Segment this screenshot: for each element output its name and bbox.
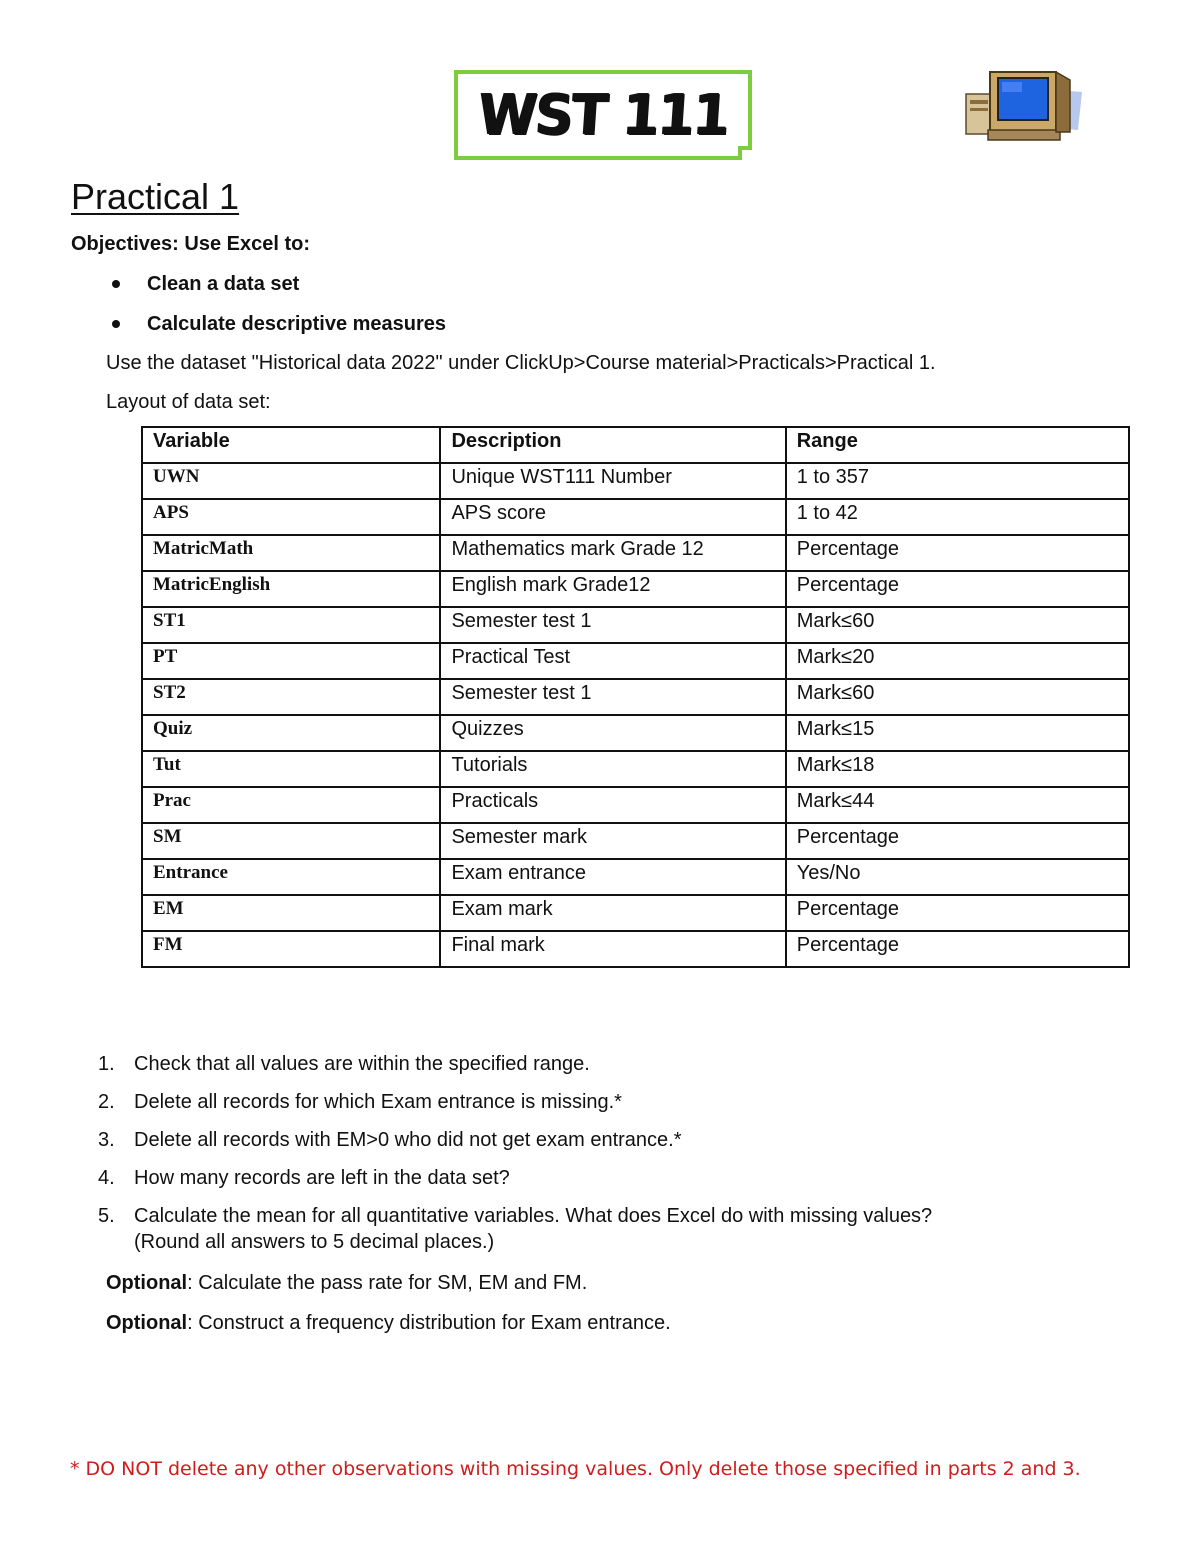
table-row	[142, 751, 1129, 787]
cell-range: Mark≤60	[786, 679, 1129, 715]
optional-label: Optional	[106, 1272, 188, 1294]
course-logo-text: WST 111	[476, 82, 730, 148]
objectives-list	[112, 272, 446, 352]
optional-text: : Construct a frequency distribution for Exam entrance.	[187, 1312, 671, 1334]
objective-item	[112, 312, 446, 352]
cell-range: Mark≤18	[786, 751, 1129, 787]
cell-variable: EM	[142, 895, 440, 931]
cell-variable: APS	[142, 499, 440, 535]
cell-description: Practicals	[440, 787, 785, 823]
task-list	[98, 1051, 932, 1267]
task-item	[98, 1165, 932, 1191]
task-number: 3.	[98, 1129, 115, 1151]
cell-range: Percentage	[786, 931, 1129, 967]
header-cell-range: Range	[786, 427, 1129, 463]
cell-description: APS score	[440, 499, 785, 535]
task-text: Delete all records with EM>0 who did not get exam entrance.*	[134, 1129, 682, 1151]
cell-variable: MatricEnglish	[142, 571, 440, 607]
bullet-icon	[112, 320, 120, 328]
cell-variable: ST2	[142, 679, 440, 715]
header-cell-variable: Variable	[142, 427, 440, 463]
table-row	[142, 931, 1129, 967]
table-row	[142, 499, 1129, 535]
dataset-instruction: Use the dataset "Historical data 2022" under ClickUp>Course material>Practicals>Practical 1.	[106, 352, 936, 374]
objective-text: Calculate descriptive measures	[147, 313, 447, 335]
cell-range: Mark≤20	[786, 643, 1129, 679]
table-row	[142, 607, 1129, 643]
cell-variable: Tut	[142, 751, 440, 787]
cell-range: Percentage	[786, 895, 1129, 931]
cell-description: Semester test 1	[440, 679, 785, 715]
cell-variable: Prac	[142, 787, 440, 823]
cell-range: Percentage	[786, 535, 1129, 571]
task-item	[98, 1127, 932, 1153]
objective-item	[112, 272, 446, 312]
cell-variable: PT	[142, 643, 440, 679]
task-number: 5.	[98, 1205, 115, 1227]
header-cell-description: Description	[440, 427, 785, 463]
cell-variable: ST1	[142, 607, 440, 643]
cell-variable: MatricMath	[142, 535, 440, 571]
cell-description: Practical Test	[440, 643, 785, 679]
task-item	[98, 1089, 932, 1115]
optional-label: Optional	[106, 1312, 188, 1334]
data-layout-table	[141, 426, 1130, 968]
task-text: Delete all records for which Exam entrance is missing.*	[134, 1091, 622, 1113]
task-number: 2.	[98, 1091, 115, 1113]
table-row	[142, 859, 1129, 895]
table-row	[142, 787, 1129, 823]
task-text: Check that all values are within the specified range.	[134, 1053, 590, 1075]
cell-description: Final mark	[440, 931, 785, 967]
cell-description: Quizzes	[440, 715, 785, 751]
cell-description: Semester test 1	[440, 607, 785, 643]
cell-range: Mark≤44	[786, 787, 1129, 823]
table-row	[142, 823, 1129, 859]
table-row	[142, 643, 1129, 679]
objectives-heading: Objectives: Use Excel to:	[71, 233, 310, 255]
cell-range: Mark≤15	[786, 715, 1129, 751]
cell-variable: FM	[142, 931, 440, 967]
objective-text: Clean a data set	[147, 273, 300, 295]
optional-text: : Calculate the pass rate for SM, EM and FM.	[187, 1272, 588, 1294]
table-header-row	[142, 427, 1129, 463]
cell-description: Exam mark	[440, 895, 785, 931]
cell-variable: SM	[142, 823, 440, 859]
warning-note: * DO NOT delete any other observations with missing values. Only delete those specified in parts 2 and 3.	[70, 1458, 1081, 1480]
cell-description: Exam entrance	[440, 859, 785, 895]
cell-description: Unique WST111 Number	[440, 463, 785, 499]
cell-range: Mark≤60	[786, 607, 1129, 643]
task-text: How many records are left in the data set?	[134, 1167, 510, 1189]
cell-range: 1 to 42	[786, 499, 1129, 535]
optional-task	[106, 1312, 671, 1335]
table-row	[142, 535, 1129, 571]
task-item	[98, 1203, 932, 1255]
cell-variable: Entrance	[142, 859, 440, 895]
task-text-continued: (Round all answers to 5 decimal places.)	[134, 1231, 495, 1253]
cell-range: Percentage	[786, 823, 1129, 859]
cell-range: 1 to 357	[786, 463, 1129, 499]
task-item	[98, 1051, 932, 1077]
optional-task	[106, 1272, 587, 1295]
layout-label: Layout of data set:	[106, 391, 271, 413]
cell-description: Mathematics mark Grade 12	[440, 535, 785, 571]
table-row	[142, 571, 1129, 607]
page-title: Practical 1	[71, 176, 240, 217]
cell-variable: UWN	[142, 463, 440, 499]
task-text: Calculate the mean for all quantitative variables. What does Excel do with missing values?	[134, 1205, 933, 1227]
computer-icon	[960, 66, 1086, 146]
task-number: 4.	[98, 1167, 115, 1189]
cell-description: Semester mark	[440, 823, 785, 859]
cell-range: Yes/No	[786, 859, 1129, 895]
table-row	[142, 463, 1129, 499]
cell-description: Tutorials	[440, 751, 785, 787]
table-row	[142, 895, 1129, 931]
task-number: 1.	[98, 1053, 115, 1075]
cell-description: English mark Grade12	[440, 571, 785, 607]
cell-variable: Quiz	[142, 715, 440, 751]
table-row	[142, 715, 1129, 751]
course-logo	[454, 70, 752, 160]
cell-range: Percentage	[786, 571, 1129, 607]
bullet-icon	[112, 280, 120, 288]
table-row	[142, 679, 1129, 715]
